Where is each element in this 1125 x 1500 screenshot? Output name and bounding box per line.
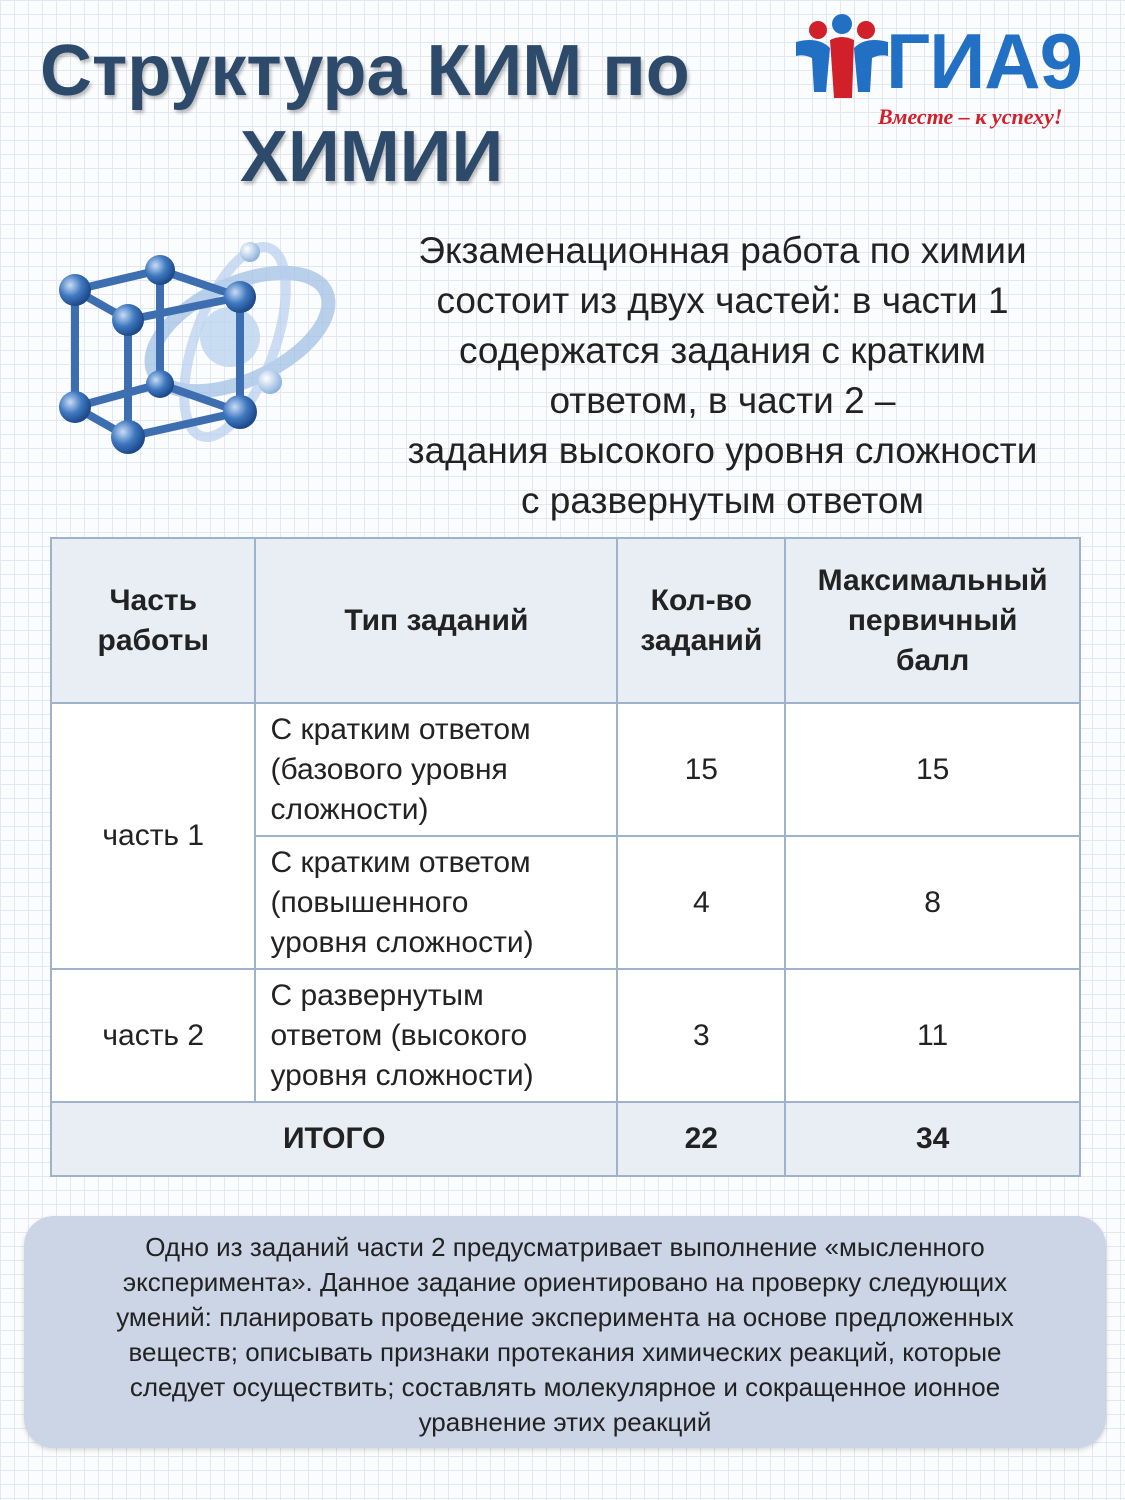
total-count: 22 <box>617 1102 785 1176</box>
logo-text: ГИА9 <box>886 17 1082 105</box>
table-row <box>51 969 1080 1102</box>
score-cell: 8 <box>785 836 1080 969</box>
intro-line: содержатся задания с кратким <box>459 330 986 371</box>
title-line-1: Структура КИМ по <box>40 31 690 111</box>
note-line: эксперимента». Данное задание ориентировано на проверку следующих <box>122 1267 1008 1297</box>
part-cell: часть 2 <box>51 969 255 1102</box>
intro-line: ответом, в части 2 – <box>549 380 896 421</box>
header-text: Тип заданий <box>344 603 529 637</box>
type-text: сложности) <box>270 792 429 826</box>
header-count <box>617 538 785 703</box>
page-title <box>40 28 740 200</box>
table-header-row <box>51 538 1080 703</box>
type-cell <box>255 969 617 1102</box>
note-box <box>24 1216 1106 1448</box>
header-score <box>785 538 1080 703</box>
people-logo-icon <box>790 12 900 112</box>
note-line: уравнение этих реакций <box>418 1407 712 1437</box>
intro-line: задания высокого уровня сложности <box>407 430 1038 471</box>
table-row <box>51 703 1080 836</box>
note-line: следует осуществить; составлять молекулярное и сокращенное ионное <box>129 1372 1001 1402</box>
header-text: Кол-во <box>650 583 752 617</box>
count-cell: 4 <box>617 836 785 969</box>
gia9-logo <box>790 12 1115 137</box>
title-line-2: ХИМИИ <box>240 117 504 197</box>
kim-structure-table <box>50 537 1081 1177</box>
header-text: Часть <box>109 583 198 617</box>
type-text: (повышенного <box>270 885 469 919</box>
note-line: умений: планировать проведение эксперимента на основе предложенных <box>116 1302 1014 1332</box>
header-text: первичный <box>847 603 1018 637</box>
count-cell: 15 <box>617 703 785 836</box>
type-text: ответом (высокого <box>270 1018 528 1052</box>
type-text: уровня сложности) <box>270 925 534 959</box>
type-text: С кратким ответом <box>270 845 531 879</box>
count-cell: 3 <box>617 969 785 1102</box>
logo-slogan: Вместе – к успеху! <box>878 104 1063 129</box>
molecule-cube-icon <box>50 222 350 467</box>
intro-line: с развернутым ответом <box>521 480 924 521</box>
note-line: Одно из заданий части 2 предусматривает выполнение «мысленного <box>145 1232 985 1262</box>
type-cell <box>255 703 617 836</box>
intro-line: Экзаменационная работа по химии <box>418 230 1027 271</box>
total-label: ИТОГО <box>51 1102 617 1176</box>
type-cell <box>255 836 617 969</box>
header-text: Максимальный <box>817 563 1048 597</box>
total-score: 34 <box>785 1102 1080 1176</box>
header-text: работы <box>97 623 209 657</box>
type-text: С развернутым <box>270 978 484 1012</box>
intro-line: состоит из двух частей: в части 1 <box>436 280 1009 321</box>
score-cell: 11 <box>785 969 1080 1102</box>
intro-text <box>360 226 1085 526</box>
part-cell: часть 1 <box>51 703 255 969</box>
score-cell: 15 <box>785 703 1080 836</box>
header-part <box>51 538 255 703</box>
type-text: уровня сложности) <box>270 1058 534 1092</box>
header-type <box>255 538 617 703</box>
header-text: балл <box>895 643 970 677</box>
type-text: (базового уровня <box>270 752 508 786</box>
total-row <box>51 1102 1080 1176</box>
header-text: заданий <box>640 623 763 657</box>
type-text: С кратким ответом <box>270 712 531 746</box>
note-line: веществ; описывать признаки протекания химических реакций, которые <box>128 1337 1002 1367</box>
